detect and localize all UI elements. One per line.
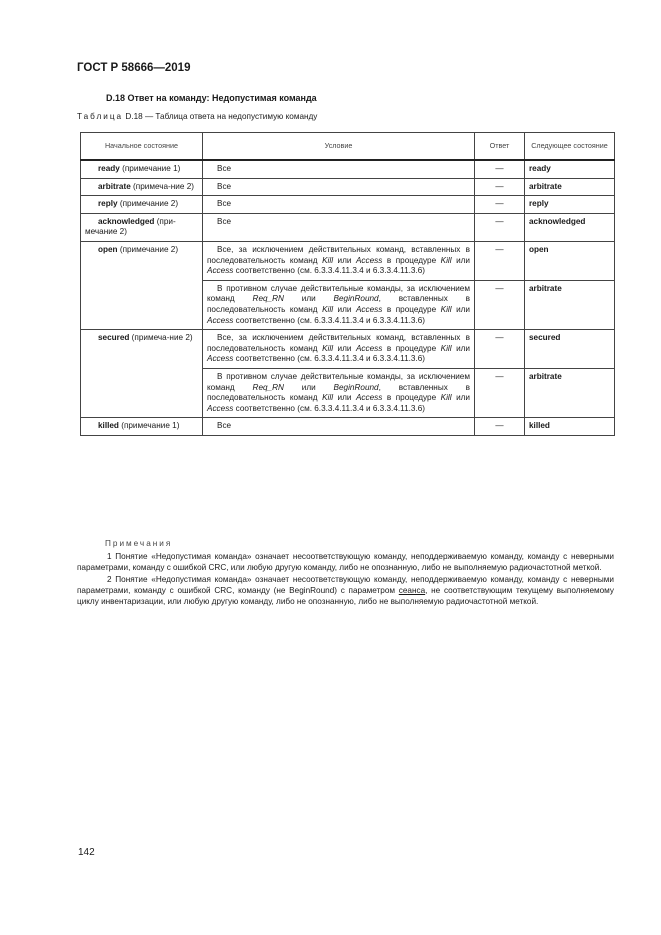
notes-title: Примечания [105,539,173,548]
cell-state: killed (примечание 1) [81,418,203,436]
cell-response: — [475,368,525,417]
cell-next-state: killed [525,418,615,436]
cell-next-state: acknowledged [525,213,615,241]
table-row [81,160,615,178]
table-caption [77,112,317,121]
table-row [81,330,615,369]
cell-state: acknowledged (при-мечание 2) [81,213,203,241]
cell-response: — [475,418,525,436]
cell-condition: Все [203,160,475,178]
col-header-response: Ответ [475,133,525,161]
cell-condition: Все [203,418,475,436]
cell-state: open (примечание 2) [81,241,203,329]
cell-next-state: arbitrate [525,178,615,196]
cell-next-state: arbitrate [525,280,615,329]
cell-response: — [475,280,525,329]
section-title: D.18 Ответ на команду: Недопустимая команда [106,93,317,103]
cell-condition: В противном случае действительные команды, за исключением команд Req_RN или BeginRound, вставленных в последовательность команд Kill или Access в процедуре Kill или Access соответственно (см. 6.3.3.4.11.3.4 и 6.3.3.4.11.3.6) [203,280,475,329]
col-header-next-state: Следующее состояние [525,133,615,161]
table-row [81,213,615,241]
caption-text: D.18 — Таблица ответа на недопустимую команду [123,112,318,121]
table-row [81,241,615,280]
table-header-row [81,133,615,161]
cell-response: — [475,160,525,178]
cell-state: secured (примеча-ние 2) [81,330,203,418]
cell-response: — [475,241,525,280]
note-1: 1 Понятие «Недопустимая команда» означает несоответствующую команду, неподдерживаемую команду, команду с неверными параметрами, команду с ошибкой CRC, или любую другую команду, либо не опознанную, либо не выполняемую радиочастотной меткой. [77,552,614,573]
cell-next-state: arbitrate [525,368,615,417]
cell-next-state: open [525,241,615,280]
cell-condition: Все [203,178,475,196]
col-header-condition: Условие [203,133,475,161]
cell-next-state: secured [525,330,615,369]
cell-condition: В противном случае действительные команды, за исключением команд Req_RN или BeginRound, вставленных в последовательность команд Kill или Access в процедуре Kill или Access соответственно (см. 6.3.3.4.11.3.4 и 6.3.3.4.11.3.6) [203,368,475,417]
table-row [81,196,615,214]
response-table [80,132,615,436]
page-number: 142 [78,847,95,858]
caption-word: Таблица [77,112,124,121]
cell-response: — [475,196,525,214]
cell-next-state: ready [525,160,615,178]
table-row [81,418,615,436]
cell-response: — [475,213,525,241]
cell-response: — [475,178,525,196]
cell-state: ready (примечание 1) [81,160,203,178]
note-2-underlined-term: сеанса [398,585,426,595]
notes-block [77,538,614,607]
col-header-initial-state: Начальное состояние [81,133,203,161]
table-row [81,178,615,196]
standard-header: ГОСТ Р 58666—2019 [77,62,191,74]
cell-response: — [475,330,525,369]
cell-condition: Все, за исключением действительных команд, вставленных в последовательность команд Kill или Access в процедуре Kill или Access соответственно (см. 6.3.3.4.11.3.4 и 6.3.3.4.11.3.6) [203,241,475,280]
cell-condition: Все [203,213,475,241]
cell-state: arbitrate (примеча-ние 2) [81,178,203,196]
cell-condition: Все, за исключением действительных команд, вставленных в последовательность команд Kill или Access в процедуре Kill или Access соответственно (см. 6.3.3.4.11.3.4 и 6.3.3.4.11.3.6) [203,330,475,369]
note-2: 2 Понятие «Недопустимая команда» означает несоответствующую команду, неподдерживаемую команду, команду с неверными параметрами, команду с ошибкой CRC, команду (не BeginRound) с параметром сеанса, не соответствующим текущему выполняемому циклу инвентаризации, или любую другую команду, либо не опознанную, либо не выполняемую радиочастотной меткой. [77,574,614,607]
cell-condition: Все [203,196,475,214]
cell-state: reply (примечание 2) [81,196,203,214]
cell-next-state: reply [525,196,615,214]
